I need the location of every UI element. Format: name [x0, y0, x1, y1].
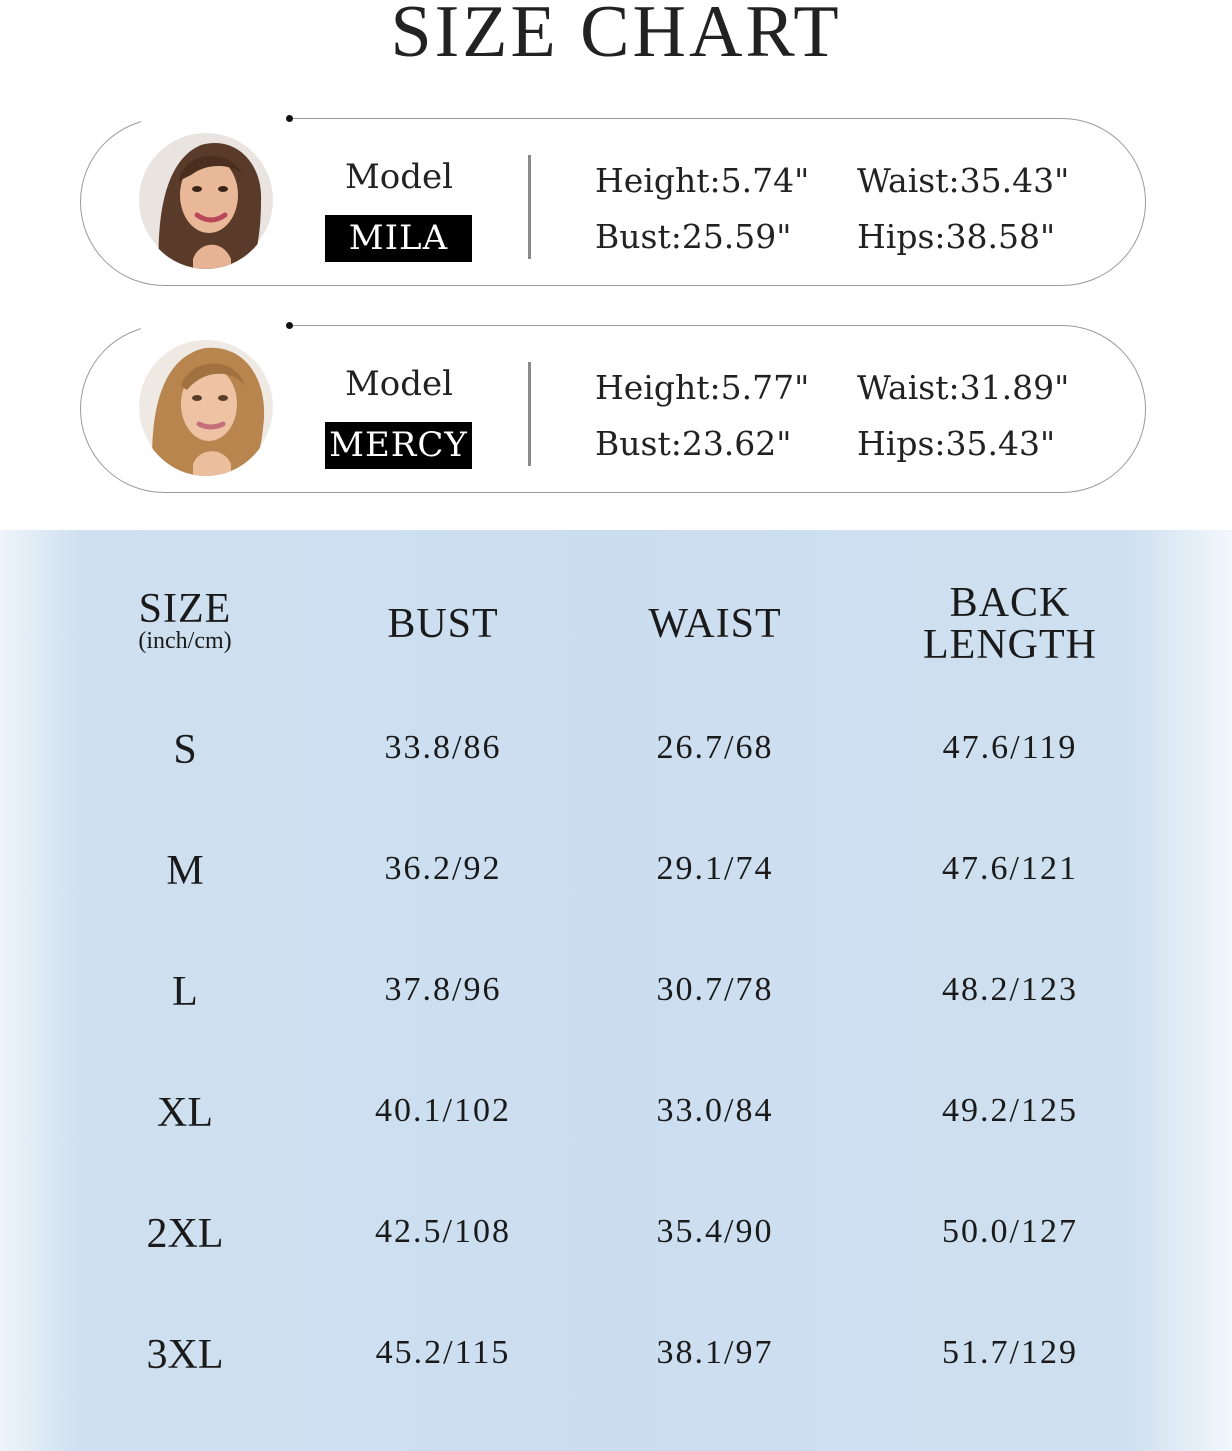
cell-waist: 30.7/78	[656, 971, 774, 1008]
model-hips: Hips:35.43"	[857, 424, 1056, 463]
model-card-mila	[80, 118, 1146, 286]
cell-back-length: 49.2/125	[942, 1092, 1078, 1129]
cell-bust: 40.1/102	[375, 1092, 511, 1129]
card-gap	[141, 115, 291, 123]
card-divider	[528, 155, 531, 259]
model-waist: Waist:31.89"	[857, 368, 1070, 407]
size-table	[0, 530, 1232, 1451]
card-dot	[286, 115, 293, 122]
cell-back-length: 50.0/127	[942, 1213, 1078, 1250]
header-size: SIZE	[138, 586, 232, 632]
cell-bust: 37.8/96	[384, 971, 502, 1008]
model-photo-mercy	[139, 338, 273, 476]
cell-waist: 33.0/84	[656, 1092, 774, 1129]
cell-bust: 42.5/108	[375, 1213, 511, 1250]
card-divider	[528, 362, 531, 466]
model-hips: Hips:38.58"	[857, 217, 1056, 256]
model-bust: Bust:25.59"	[595, 217, 792, 256]
model-photo-mila	[139, 131, 273, 269]
cell-size: L	[172, 969, 198, 1015]
model-label: Model	[344, 157, 454, 197]
cell-back-length: 47.6/121	[942, 850, 1078, 887]
cell-waist: 38.1/97	[656, 1334, 774, 1371]
header-size-unit: (inch/cm)	[138, 628, 232, 654]
cell-size: 2XL	[146, 1211, 224, 1257]
cell-back-length: 47.6/119	[942, 729, 1078, 766]
model-name-tag: MERCY	[325, 422, 472, 469]
model-label: Model	[344, 364, 454, 404]
header-waist: WAIST	[648, 601, 782, 647]
cell-bust: 36.2/92	[384, 850, 502, 887]
model-height: Height:5.74"	[595, 161, 810, 200]
model-waist: Waist:35.43"	[857, 161, 1070, 200]
page-title: SIZE CHART	[390, 0, 842, 73]
header-back-length-line1: BACK	[949, 580, 1071, 626]
cell-size: S	[173, 727, 197, 773]
cell-back-length: 48.2/123	[942, 971, 1078, 1008]
model-bust: Bust:23.62"	[595, 424, 792, 463]
cell-waist: 26.7/68	[656, 729, 774, 766]
cell-bust: 45.2/115	[375, 1334, 511, 1371]
header-bust: BUST	[387, 601, 499, 647]
cell-waist: 29.1/74	[656, 850, 774, 887]
model-card-mercy	[80, 325, 1146, 493]
cell-size: XL	[157, 1090, 213, 1136]
card-gap	[141, 322, 291, 330]
card-dot	[286, 322, 293, 329]
cell-size: 3XL	[146, 1332, 224, 1378]
cell-size: M	[166, 848, 204, 894]
model-name-tag: MILA	[325, 215, 472, 262]
cell-bust: 33.8/86	[384, 729, 502, 766]
cell-back-length: 51.7/129	[942, 1334, 1078, 1371]
cell-waist: 35.4/90	[656, 1213, 774, 1250]
model-height: Height:5.77"	[595, 368, 810, 407]
header-back-length-line2: LENGTH	[923, 622, 1097, 668]
